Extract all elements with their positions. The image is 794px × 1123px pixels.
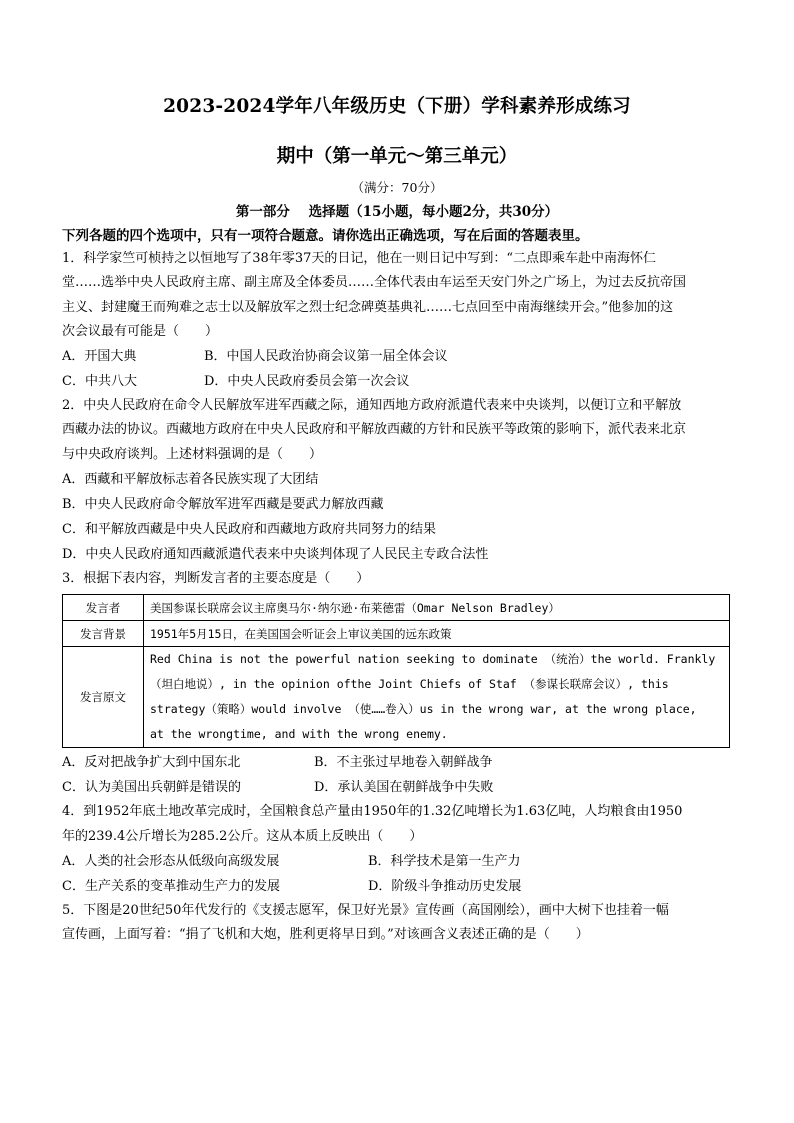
question-5 <box>62 899 732 948</box>
table-cell <box>144 647 730 748</box>
table-cell: 1951年5月15日，在美国国会听证会上审议美国的远东政策 <box>144 621 730 647</box>
table-row <box>63 595 730 621</box>
exam-subtitle: 期中（第一单元～第三单元） <box>276 146 518 167</box>
option-d[interactable]: D．中央人民政府委员会第一次会议 <box>204 374 410 390</box>
option-b[interactable]: B．中央人民政府命令解放军进军西藏是要武力解放西藏 <box>62 497 384 513</box>
options-row <box>62 849 732 874</box>
question-stem-line: 3．根据下表内容，判断发言者的主要态度是（ ） <box>62 571 370 587</box>
option-b[interactable]: B．科学技术是第一生产力 <box>368 853 521 869</box>
part-heading: 第一部分 选择题（15小题，每小题2分，共30分） <box>235 204 559 220</box>
table-row <box>63 621 730 647</box>
question-stem-line: 堂……选举中央人民政府主席、副主席及全体委员……全体代表由车运至天安门外之广场上，为过去反抗帝国 <box>62 275 687 291</box>
table-row <box>63 647 730 748</box>
question-1 <box>62 247 732 394</box>
question-stem-line: 宣传画，上面写着：“捐了飞机和大炮，胜利更将早日到。”对该画含义表述正确的是（ ） <box>62 927 589 943</box>
question-stem-line: 5．下图是20世纪50年代发行的《支援志愿军，保卫好光景》宣传画（高国刚绘），画中大树下也挂着一幅 <box>62 902 669 918</box>
options-row <box>62 344 732 369</box>
question-stem-line: 次会议最有可能是（ ） <box>62 323 219 339</box>
question-stem-line: 西藏办法的协议。西藏地方政府在中央人民政府和平解放西藏的方针和民族平等政策的影响下，派代表来北京 <box>62 422 687 438</box>
option-a[interactable]: A．西藏和平解放标志着各民族实现了大团结 <box>62 472 319 488</box>
table-head-cell: 发言原文 <box>63 647 144 748</box>
quote-line: （坦白地说）, in the opinion ofthe Joint Chiefs of Staf （参谋长联席会议）, this <box>150 677 669 692</box>
option-a[interactable]: A．反对把战争扩大到中国东北 <box>62 755 241 771</box>
instructions: 下列各题的四个选项中，只有一项符合题意。请你选出正确选项，写在后面的答题表里。 <box>62 228 589 244</box>
question-3 <box>62 567 732 800</box>
quote-line: strategy（策略）would involve （使……卷入）us in the wrong war, at the wrong place, <box>150 702 697 717</box>
exam-title: 2023-2024学年八年级历史（下册）学科素养形成练习 <box>163 96 631 117</box>
options-row <box>62 750 732 775</box>
option-d[interactable]: D．阶级斗争推动历史发展 <box>368 878 522 894</box>
option-b[interactable]: B．中国人民政治协商会议第一届全体会议 <box>204 349 448 365</box>
question-2 <box>62 394 732 567</box>
options-row <box>62 369 732 394</box>
table-head-cell: 发言背景 <box>63 621 144 647</box>
option-a[interactable]: A．人类的社会形态从低级向高级发展 <box>62 853 280 869</box>
option-c[interactable]: C．生产关系的变革推动生产力的发展 <box>62 878 280 894</box>
table-cell: 美国参谋长联席会议主席奥马尔·纳尔逊·布莱德雷（Omar Nelson Bradley） <box>144 595 730 621</box>
option-a[interactable]: A．开国大典 <box>62 349 137 365</box>
table-head-cell: 发言者 <box>63 595 144 621</box>
exam-page <box>62 92 732 948</box>
question-stem-line: 2．中央人民政府在命令人民解放军进军西藏之际，通知西地方政府派遣代表来中央谈判，以便订立和平解放 <box>62 398 682 414</box>
question-4 <box>62 800 732 899</box>
question-stem-line: 与中央政府谈判。上述材料强调的是（ ） <box>62 446 323 462</box>
full-score: （满分：70分） <box>351 180 443 195</box>
option-d[interactable]: D．中央人民政府通知西藏派遣代表来中央谈判体现了人民民主专政合法性 <box>62 547 489 563</box>
option-c[interactable]: C．中共八大 <box>62 374 137 390</box>
question-stem-line: 主义、封建魔王而殉难之志士以及解放军之烈士纪念碑奠基典礼……七点回至中南海继续开会。”他参加的这 <box>62 299 674 315</box>
option-b[interactable]: B．不主张过早地卷入朝鲜战争 <box>314 755 493 771</box>
options-row <box>62 775 732 800</box>
options-row <box>62 874 732 899</box>
quote-line: Red China is not the powerful nation seeking to dominate （统治）the world. Frankly <box>150 652 716 667</box>
option-c[interactable]: C．认为美国出兵朝鲜是错误的 <box>62 780 241 796</box>
question-stem-line: 年的239.4公斤增长为285.2公斤。这从本质上反映出（ ） <box>62 828 423 844</box>
quote-line: at the wrongtime, and with the wrong enemy. <box>150 727 448 742</box>
speech-table <box>62 594 730 748</box>
question-stem-line: 1．科学家竺可桢持之以恒地写了38年零37天的日记，他在一则日记中写到：“二点即乘车赴中南海怀仁 <box>62 251 657 266</box>
question-stem-line: 4．到1952年底土地改革完成时，全国粮食总产量由1950年的1.32亿吨增长为1.63亿吨，人均粮食由1950 <box>62 804 683 820</box>
option-c[interactable]: C．和平解放西藏是中央人民政府和西藏地方政府共同努力的结果 <box>62 522 436 538</box>
option-d[interactable]: D．承认美国在朝鲜战争中失败 <box>314 780 494 796</box>
